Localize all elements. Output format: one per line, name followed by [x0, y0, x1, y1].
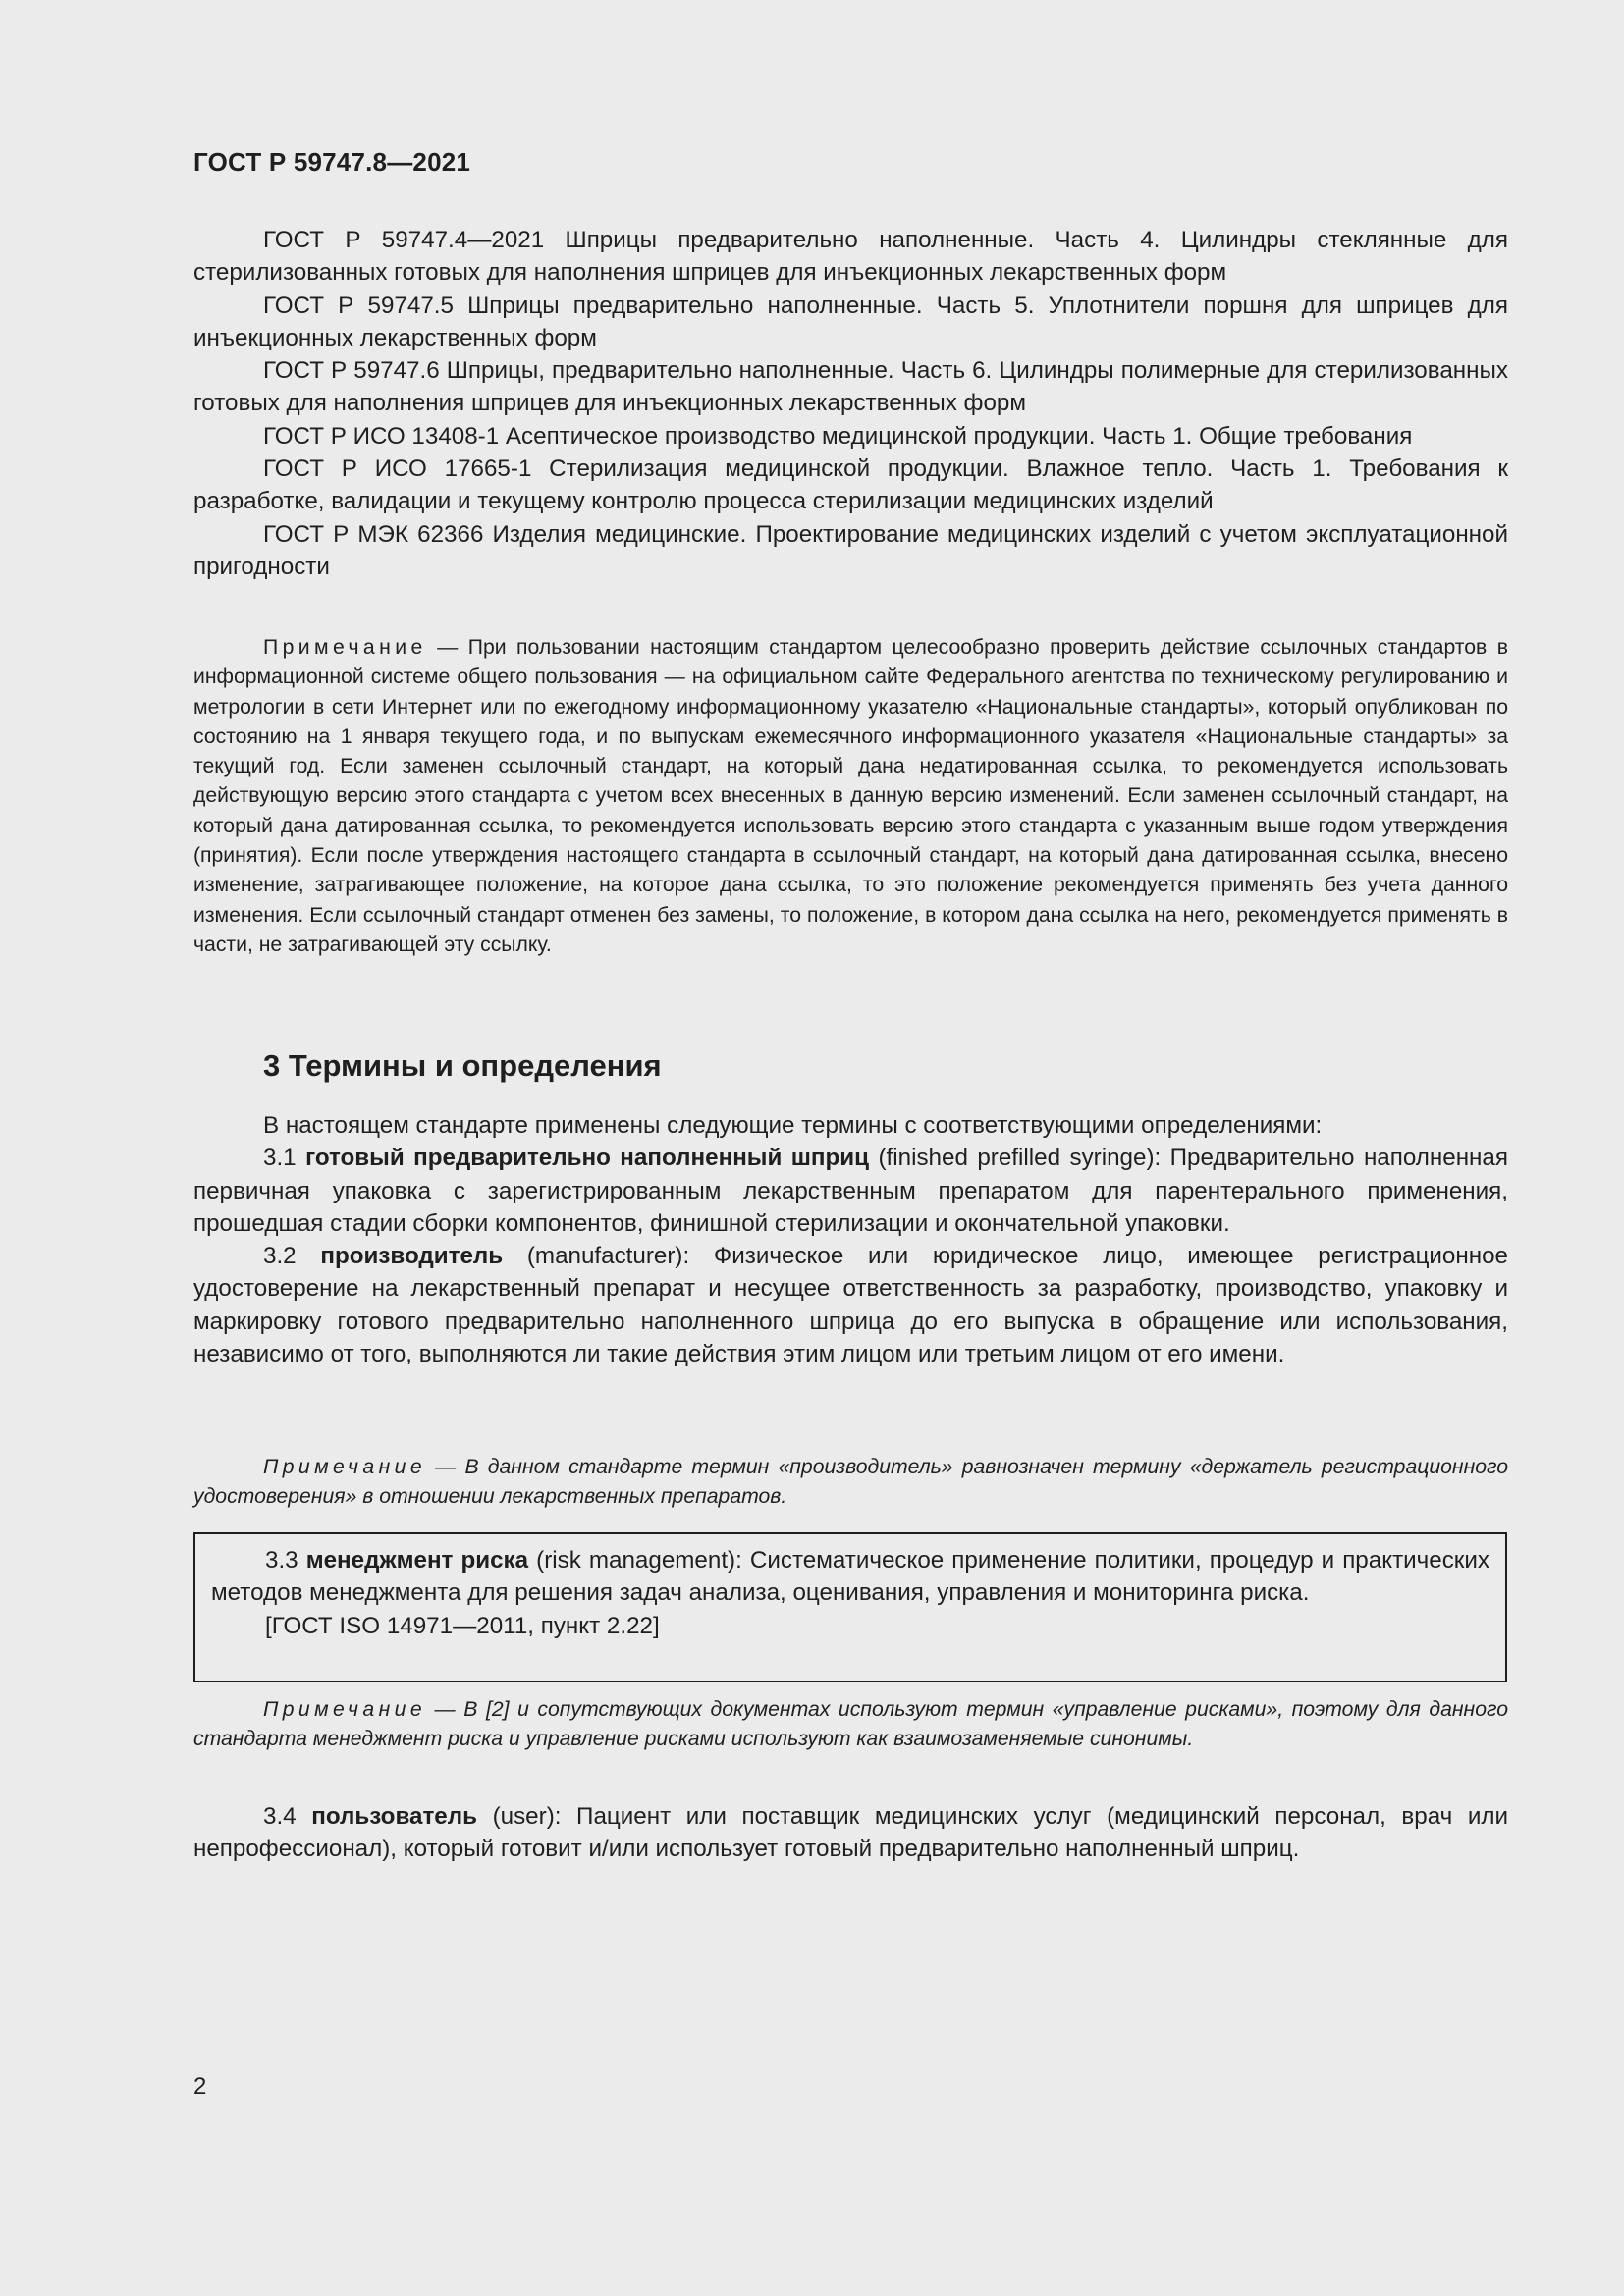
reference-item: ГОСТ Р 59747.6 Шприцы, предварительно наполненные. Часть 6. Цилиндры полимерные для стерилизованных готовых для наполнения шприцев для инъекционных лекарственных форм [193, 357, 1508, 417]
section-intro: В настоящем стандарте применены следующие термины с соответствующими определениями: [263, 1112, 1323, 1139]
term-name: производитель [320, 1243, 504, 1270]
references-note [193, 633, 1508, 960]
term-name: пользователь [311, 1803, 477, 1830]
note-text: При пользовании настоящим стандартом целесообразно проверить действие ссылочных стандартов в информационной системе общего пользования — на официальном сайте Федерального агентства по техническому регулированию и метрологии в сети Интернет или по ежегодному информационному указателю «Национальные стандарты», который опубликован по состоянию на 1 января текущего года, и по выпускам ежемесячного информационного указателя «Национальные стандарты» за текущий год. Если заменен ссылочный стандарт, на который дана недатированная ссылка, то рекомендуется использовать действующую версию этого стандарта с учетом всех внесенных в данную версию изменений. Если заменен ссылочный стандарт, на который дана датированная ссылка, то рекомендуется использовать версию этого стандарта с указанным выше годом утверждения (принятия). Если после утверждения настоящего стандарта в ссылочный стандарт, на который дана датированная ссылка, внесено изменение, затрагивающее положение, на которое дана ссылка, то это положение рекомендуется применять без учета данного изменения. Если ссылочный стандарт отменен без замены, то положение, в котором дана ссылка на него, рекомендуется применять в части, не затрагивающей эту ссылку. [193, 636, 1508, 956]
reference-item: ГОСТ Р 59747.4—2021 Шприцы предварительно наполненные. Часть 4. Цилиндры стеклянные для стерилизованных готовых для наполнения шприцев для инъекционных лекарственных форм [193, 227, 1508, 287]
section-body [193, 1800, 1508, 1866]
note-dash: — [426, 1698, 464, 1721]
reference-item: ГОСТ Р ИСО 17665-1 Стерилизация медицинской продукции. Влажное тепло. Часть 1. Требования к разработке, валидации и текущему контролю процесса стерилизации медицинских изделий [193, 455, 1508, 515]
term-definition: 3.1 готовый предварительно наполненный шприц (finished prefilled syringe): Предварительно наполненная первичная упаковка с зарегистрированным лекарственным препаратом для парентерального применения, прошедшая стадии сборки компонентов, финишной стерилизации и окончательной упаковки. [193, 1145, 1508, 1237]
boxed-term-definition [193, 1532, 1507, 1682]
note-dash: — [426, 636, 468, 659]
term-note [193, 1695, 1508, 1755]
note-label: Примечание [263, 636, 427, 659]
note-text: В [2] и сопутствующих документах используют термин «управление рисками», поэтому для данного стандарта менеджмент риска и управление рисками используют как взаимозаменяемые синонимы. [193, 1698, 1508, 1751]
reference-item: ГОСТ Р МЭК 62366 Изделия медицинские. Проектирование медицинских изделий с учетом эксплуатационной пригодности [193, 520, 1508, 580]
note-label: Примечание [263, 1698, 427, 1721]
note-dash: — [426, 1456, 465, 1478]
term-definition: 3.2 производитель (manufacturer): Физическое или юридическое лицо, имеющее регистрационное удостоверение на лекарственный препарат и несущее ответственность за разработку, производство, упаковку и маркировку готового предварительно наполненного шприца до его выпуска в обращение или использования, независимо от того, выполняются ли такие действия этим лицом или третьим лицом от его имени. [193, 1243, 1508, 1368]
term-name: готовый предварительно наполненный шприц [305, 1145, 870, 1172]
term-note [193, 1453, 1508, 1513]
term-definition: 3.4 пользователь (user): Пациент или поставщик медицинских услуг (медицинский персонал, врач или непрофессионал), который готовит и/или использует готовый предварительно наполненный шприц. [193, 1803, 1508, 1863]
term-definition: 3.3 менеджмент риска (risk management): Систематическое применение политики, процедур и практических методов менеджмента для решения задач анализа, оценивания, управления и мониторинга риска. [211, 1547, 1489, 1607]
page-number: 2 [193, 2073, 207, 2100]
note-text: В данном стандарте термин «производитель» равнозначен термину «держатель регистрационного удостоверения» в отношении лекарственных препаратов. [193, 1456, 1509, 1509]
note-label: Примечание [263, 1456, 427, 1478]
reference-item: ГОСТ Р 59747.5 Шприцы предварительно наполненные. Часть 5. Уплотнители поршня для шприцев для инъекционных лекарственных форм [193, 292, 1508, 351]
section-body [193, 1109, 1508, 1370]
document-header: ГОСТ Р 59747.8—2021 [193, 147, 471, 177]
normative-references-list [193, 224, 1508, 583]
reference-item: ГОСТ Р ИСО 13408-1 Асептическое производство медицинской продукции. Часть 1. Общие требования [263, 422, 1413, 450]
term-source: [ГОСТ ISO 14971—2011, пункт 2.22] [265, 1612, 660, 1639]
section-title: 3 Термины и определения [263, 1048, 662, 1083]
term-name: менеджмент риска [305, 1547, 529, 1574]
